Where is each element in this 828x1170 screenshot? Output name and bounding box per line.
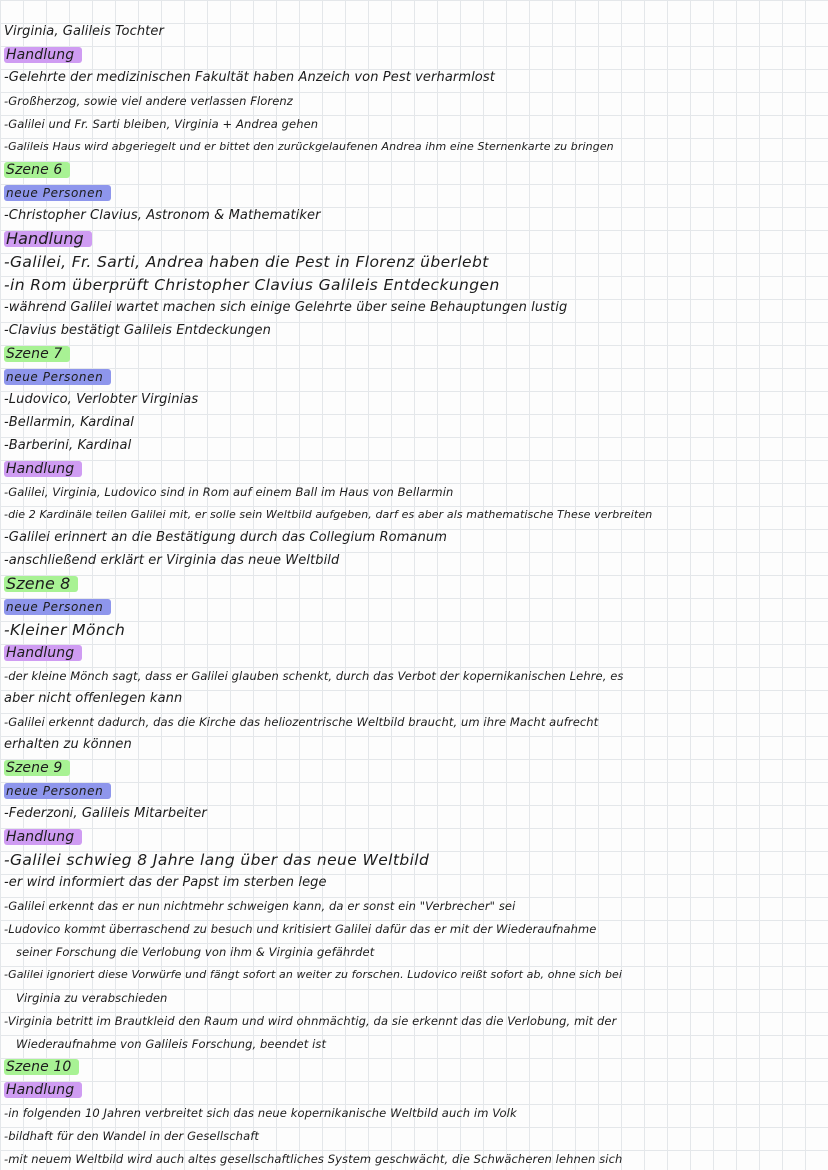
heading-neue-personen: neue Personen <box>4 185 111 201</box>
heading-handlung: Handlung <box>4 47 82 63</box>
heading-handlung: Handlung <box>4 461 82 477</box>
heading-handlung: Handlung <box>4 1082 82 1098</box>
notes-sheet <box>4 20 828 1170</box>
note-line: aber nicht offenlegen kann <box>4 691 183 706</box>
heading-szene: Szene 9 <box>4 760 70 776</box>
note-line: -Kleiner Mönch <box>4 621 126 639</box>
note-line: -Federzoni, Galileis Mitarbeiter <box>4 806 207 821</box>
heading-handlung: Handlung <box>4 231 92 247</box>
note-line: -der kleine Mönch sagt, dass er Galilei glauben schenkt, durch das Verbot der kopernikanischen Lehre, es <box>4 669 624 683</box>
note-line: -in folgenden 10 Jahren verbreitet sich das neue kopernikanische Weltbild auch im Volk <box>4 1106 517 1120</box>
note-line: -Bellarmin, Kardinal <box>4 415 134 430</box>
heading-szene: Szene 10 <box>4 1059 79 1075</box>
heading-neue-personen: neue Personen <box>4 599 111 615</box>
note-line: -Gelehrte der medizinischen Fakultät haben Anzeich von Pest verharmlost <box>4 70 495 85</box>
note-line: -bildhaft für den Wandel in der Gesellschaft <box>4 1129 259 1143</box>
note-line: Wiederaufnahme von Galileis Forschung, beendet ist <box>16 1037 327 1051</box>
note-line: -Barberini, Kardinal <box>4 438 132 453</box>
note-line: -Ludovico, Verlobter Virginias <box>4 392 199 407</box>
note-line: -Galilei ignoriert diese Vorwürfe und fängt sofort an weiter zu forschen. Ludovico reißt sofort ab, ohne sich bei <box>4 968 623 981</box>
heading-handlung: Handlung <box>4 829 82 845</box>
note-line: -Clavius bestätigt Galileis Entdeckungen <box>4 323 271 338</box>
note-line: -Galilei und Fr. Sarti bleiben, Virginia + Andrea gehen <box>4 117 319 131</box>
heading-neue-personen: neue Personen <box>4 783 111 799</box>
heading-neue-personen: neue Personen <box>4 369 111 385</box>
heading-handlung: Handlung <box>4 645 82 661</box>
note-line: -in Rom überprüft Christopher Clavius Galileis Entdeckungen <box>4 276 500 294</box>
note-line: -anschließend erklärt er Virginia das neue Weltbild <box>4 553 340 568</box>
note-line: -Galileis Haus wird abgeriegelt und er bittet den zurückgelaufenen Andrea ihm eine Sternenkarte zu bringen <box>4 140 614 153</box>
note-line: -Ludovico kommt überraschend zu besuch und kritisiert Galilei dafür das er mit der Wiederaufnahme <box>4 922 597 936</box>
note-line: -Galilei, Virginia, Ludovico sind in Rom auf einem Ball im Haus von Bellarmin <box>4 485 454 499</box>
note-line: -Galilei erinnert an die Bestätigung durch das Collegium Romanum <box>4 530 448 545</box>
heading-szene: Szene 6 <box>4 162 70 178</box>
note-line: -Galilei erkennt dadurch, das die Kirche das heliozentrische Weltbild braucht, um ihre Macht aufrecht <box>4 715 599 729</box>
note-line: -Großherzog, sowie viel andere verlassen Florenz <box>4 94 293 108</box>
note-line: -Christopher Clavius, Astronom & Mathematiker <box>4 208 321 223</box>
note-line: -Virginia betritt im Brautkleid den Raum und wird ohnmächtig, da sie erkennt das die Verlobung, mit der <box>4 1014 617 1028</box>
note-line: -Galilei schwieg 8 Jahre lang über das neue Weltbild <box>4 851 430 869</box>
heading-szene: Szene 8 <box>4 576 78 592</box>
note-line: Virginia, Galileis Tochter <box>4 24 164 39</box>
note-line: -während Galilei wartet machen sich einige Gelehrte über seine Behauptungen lustig <box>4 300 568 315</box>
note-line: -Galilei erkennt das er nun nichtmehr schweigen kann, da er sonst ein "Verbrecher" sei <box>4 899 516 913</box>
note-line: -er wird informiert das der Papst im sterben lege <box>4 875 327 890</box>
note-line: seiner Forschung die Verlobung von ihm & Virginia gefährdet <box>16 945 375 959</box>
heading-szene: Szene 7 <box>4 346 70 362</box>
note-line: Virginia zu verabschieden <box>16 991 168 1005</box>
note-line: -die 2 Kardinäle teilen Galilei mit, er solle sein Weltbild aufgeben, darf es aber als mathematische These verbreiten <box>4 508 653 521</box>
note-line: -Galilei, Fr. Sarti, Andrea haben die Pest in Florenz überlebt <box>4 253 489 271</box>
note-line: erhalten zu können <box>4 737 132 752</box>
note-line: -mit neuem Weltbild wird auch altes gesellschaftliches System geschwächt, die Schwächeren lehnen sich <box>4 1152 623 1166</box>
